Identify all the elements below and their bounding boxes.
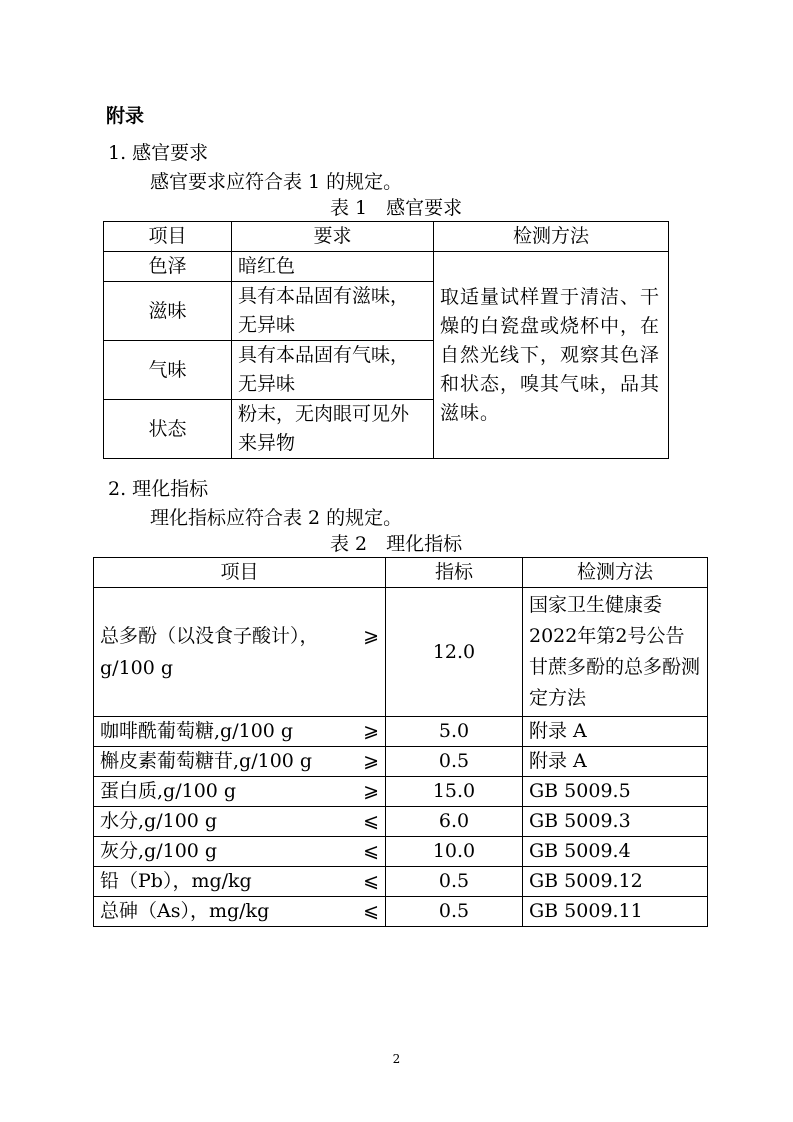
table1-header-requirement: 要求 — [232, 222, 434, 252]
table2-method-cell: GB 5009.4 — [523, 837, 708, 867]
comparison-sign: ⩾ — [363, 720, 379, 742]
table2-item-label: 总砷（As），mg/kg — [100, 900, 270, 922]
table2-method-cell: GB 5009.11 — [523, 897, 708, 927]
table2-method-cell: GB 5009.12 — [523, 867, 708, 897]
table2-method-cell: 附录 A — [523, 717, 708, 747]
table2-item-cell — [94, 837, 386, 867]
table2-item-label: 铅（Pb），mg/kg — [100, 870, 252, 892]
table2-header-method: 检测方法 — [523, 558, 708, 588]
section2-intro: 理化指标应符合表 2 的规定。 — [150, 507, 403, 529]
table-row — [94, 558, 708, 588]
table1-requirement-cell: 粉末，无肉眼可见外来异物 — [232, 400, 434, 459]
table2-value-cell: 6.0 — [386, 807, 523, 837]
table2-value-cell: 12.0 — [386, 588, 523, 717]
table1-item-cell: 滋味 — [104, 282, 232, 341]
table2-item-label: 槲皮素葡萄糖苷,g/100 g — [100, 750, 313, 772]
table-row — [94, 837, 708, 867]
table2-method-cell: GB 5009.5 — [523, 777, 708, 807]
table-row — [94, 588, 708, 717]
table2-method-cell: 国家卫生健康委2022年第2号公告甘蔗多酚的总多酚测定方法 — [523, 588, 708, 717]
table2-physicochemical — [93, 557, 708, 927]
table2-item-cell — [94, 588, 386, 717]
table-row — [94, 807, 708, 837]
comparison-sign: ⩾ — [363, 780, 379, 802]
appendix-title: 附录 — [106, 105, 145, 127]
table1-requirement-cell: 暗红色 — [232, 252, 434, 282]
table2-item-label: 水分,g/100 g — [100, 810, 218, 832]
table2-item-cell — [94, 807, 386, 837]
comparison-sign: ⩽ — [363, 840, 379, 862]
table-row — [94, 747, 708, 777]
table2-item-label: 灰分,g/100 g — [100, 840, 218, 862]
comparison-sign: ⩾ — [363, 625, 379, 647]
table2-item-cell — [94, 777, 386, 807]
table2-item-label: 总多酚（以没食子酸计），g/100 g — [100, 625, 319, 679]
section1-title: 1. 感官要求 — [108, 142, 209, 164]
table2-item-cell — [94, 897, 386, 927]
table2-value-cell: 15.0 — [386, 777, 523, 807]
table-row — [104, 252, 669, 282]
table2-method-cell: GB 5009.3 — [523, 807, 708, 837]
table1-header-item: 项目 — [104, 222, 232, 252]
table1-requirement-cell: 具有本品固有气味，无异味 — [232, 341, 434, 400]
comparison-sign: ⩽ — [363, 900, 379, 922]
table2-item-label: 咖啡酰葡萄糖,g/100 g — [100, 720, 294, 742]
comparison-sign: ⩾ — [363, 750, 379, 772]
table1-header-method: 检测方法 — [434, 222, 669, 252]
table1-requirement-cell: 具有本品固有滋味，无异味 — [232, 282, 434, 341]
table1-item-cell: 色泽 — [104, 252, 232, 282]
table-row — [94, 867, 708, 897]
table1-caption: 表 1 感官要求 — [330, 197, 463, 219]
table-row — [94, 897, 708, 927]
table2-method-cell: 附录 A — [523, 747, 708, 777]
page-number: 2 — [392, 1052, 401, 1066]
table-row — [94, 717, 708, 747]
table2-item-label: 蛋白质,g/100 g — [100, 780, 237, 802]
table2-value-cell: 10.0 — [386, 837, 523, 867]
table2-value-cell: 0.5 — [386, 867, 523, 897]
comparison-sign: ⩽ — [363, 810, 379, 832]
table-row — [94, 777, 708, 807]
table1-item-cell: 状态 — [104, 400, 232, 459]
table1-item-cell: 气味 — [104, 341, 232, 400]
table2-value-cell: 0.5 — [386, 897, 523, 927]
table2-caption: 表 2 理化指标 — [330, 533, 463, 555]
table2-value-cell: 0.5 — [386, 747, 523, 777]
table1-method-cell: 取适量试样置于清洁、干燥的白瓷盘或烧杯中，在自然光线下，观察其色泽和状态，嗅其气味，品其滋味。 — [434, 252, 669, 459]
section2-title: 2. 理化指标 — [108, 478, 209, 500]
table2-header-value: 指标 — [386, 558, 523, 588]
table-row — [104, 222, 669, 252]
table2-item-cell — [94, 717, 386, 747]
comparison-sign: ⩽ — [363, 870, 379, 892]
table2-value-cell: 5.0 — [386, 717, 523, 747]
table1-sensory — [103, 221, 669, 459]
section1-intro: 感官要求应符合表 1 的规定。 — [150, 171, 403, 193]
table2-item-cell — [94, 867, 386, 897]
table2-item-cell — [94, 747, 386, 777]
table2-header-item: 项目 — [94, 558, 386, 588]
